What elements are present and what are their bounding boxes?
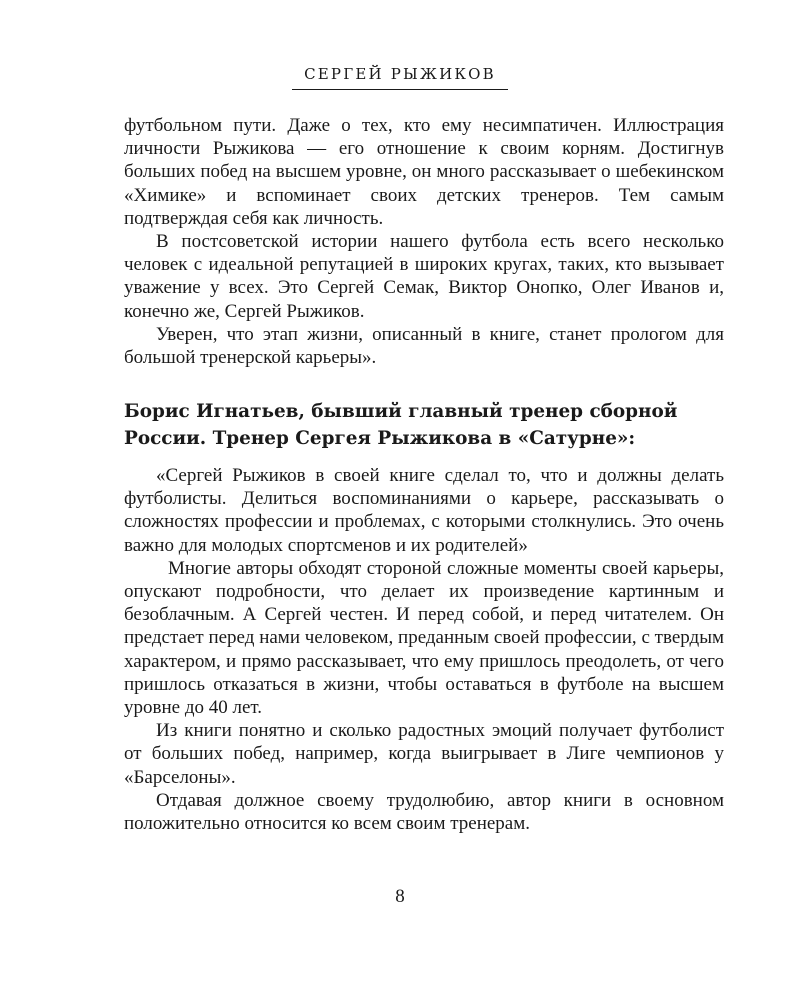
paragraph: Многие авторы обходят стороной сложные моменты своей карьеры, опускают подробности, что делает их произведение картинным и безоблачным. А Сергей честен. И перед собой, и перед читателем. Он предстает перед нами человеком, преданным своей профессии, с твердым характером, и прямо рассказывает, что ему пришлось преодолеть, от чего пришлось отказаться в жизни, чтобы оставаться в футболе на высшем уровне до 40 лет. [124, 557, 724, 719]
page-number: 8 [395, 886, 405, 907]
paragraph: Отдавая должное своему трудолюбию, автор книги в основном положительно относится ко всем своим тренерам. [124, 789, 724, 835]
text-block-intro [124, 114, 724, 369]
paragraph: Уверен, что этап жизни, описанный в книге, станет прологом для большой тренерской карьеры». [124, 323, 724, 369]
paragraph: В постсоветской истории нашего футбола есть всего несколько человек с идеальной репутацией в широких кругах, таких, кто вызывает уважение у всех. Это Сергей Семак, Виктор Онопко, Олег Иванов и, конечно же, Сергей Рыжиков. [124, 231, 724, 322]
running-title: СЕРГЕЙ РЫЖИКОВ [292, 65, 508, 90]
paragraph: «Сергей Рыжиков в своей книге сделал то, что и должны делать футболисты. Делиться воспоминаниями о карьере, рассказывать о сложностях профессии и проблемах, с которыми столкнулись. Это очень важно для молодых спортсменов и их родителей» [124, 465, 724, 556]
running-header [0, 64, 800, 90]
text-block-quote [124, 464, 724, 835]
section-heading: Борис Игнатьев, бывший главный тренер сборной России. Тренер Сергея Рыжикова в «Сатурне»: [124, 401, 678, 449]
paragraph: Из книги понятно и сколько радостных эмоций получает футболист от больших побед, например, когда выигрывает в Лиге чемпионов у «Барселоны». [124, 720, 724, 788]
paragraph-continuation: футбольном пути. Даже о тех, кто ему несимпатичен. Иллюстрация личности Рыжикова — его отношение к своим корням. Достигнув больших побед на высшем уровне, он много рассказывает о шебекинском «Химике» и вспоминает своих детских тренеров. Тем самым подтверждая себя как личность. [124, 115, 724, 229]
